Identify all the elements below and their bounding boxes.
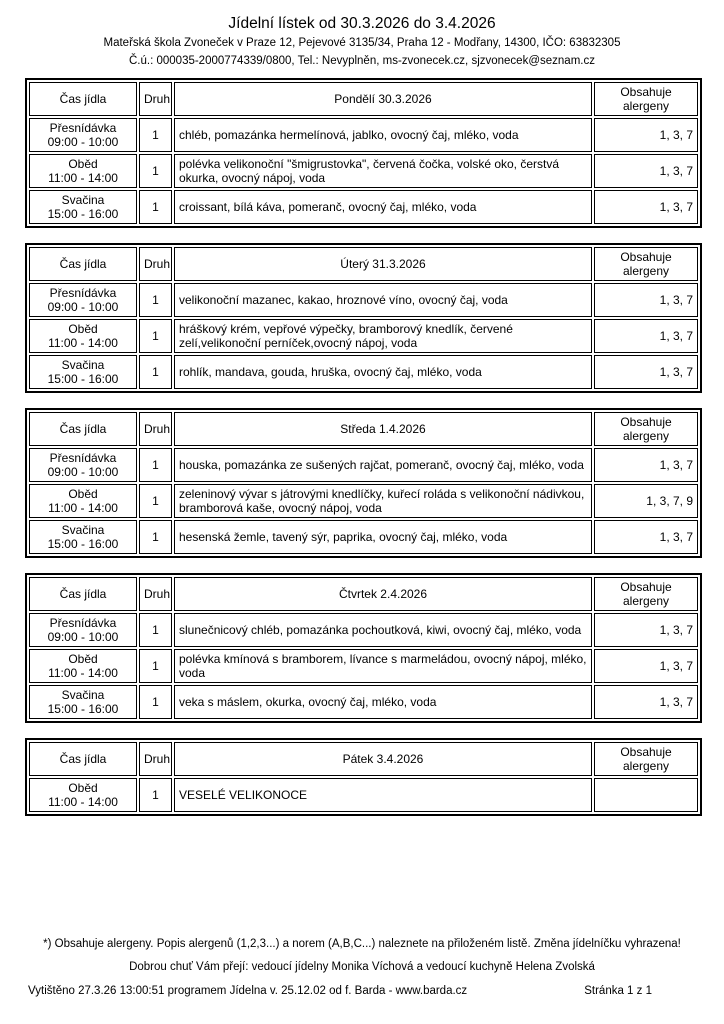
day-table <box>25 243 702 393</box>
meal-row <box>29 484 698 518</box>
meal-menu: rohlík, mandava, gouda, hruška, ovocný čaj, mléko, voda <box>174 355 592 389</box>
meal-name: Přesnídávka <box>49 616 117 630</box>
meal-time: 15:00 - 16:00 <box>47 702 119 716</box>
page-number: Stránka 1 z 1 <box>584 985 652 997</box>
col-header-time: Čas jídla <box>29 412 137 446</box>
meal-time-cell <box>29 283 137 317</box>
meal-type: 1 <box>139 190 172 224</box>
table-header-row <box>29 742 698 776</box>
day-header: Úterý 31.3.2026 <box>174 247 592 281</box>
bon-appetit-note: Dobrou chuť Vám přejí: vedoucí jídelny Monika Víchová a vedoucí kuchyně Helena Zvolská <box>129 961 595 973</box>
meal-allergens: 1, 3, 7 <box>594 520 698 554</box>
meal-time: 11:00 - 14:00 <box>48 501 118 515</box>
meal-allergens <box>594 778 698 812</box>
meal-time: 15:00 - 16:00 <box>47 537 119 551</box>
allergen-note: *) Obsahuje alergeny. Popis alergenů (1,2,3...) a norem (A,B,C...) naleznete na přiloženém listě. Změna jídelníčku vyhrazena! <box>43 938 681 950</box>
meal-row <box>29 190 698 224</box>
meal-time: 11:00 - 14:00 <box>48 171 118 185</box>
day-table <box>25 738 702 816</box>
col-header-time: Čas jídla <box>29 82 137 116</box>
day-table <box>25 78 702 228</box>
meal-name: Svačina <box>61 358 105 372</box>
meal-type: 1 <box>139 154 172 188</box>
meal-time: 15:00 - 16:00 <box>47 372 119 386</box>
table-header-row <box>29 82 698 116</box>
meal-time-cell <box>29 448 137 482</box>
meal-name: Oběd <box>68 781 98 795</box>
day-table <box>25 408 702 558</box>
col-header-allergens: Obsahuje alergeny <box>594 577 698 611</box>
col-header-time: Čas jídla <box>29 577 137 611</box>
col-header-type: Druh <box>139 577 172 611</box>
meal-name: Oběd <box>68 157 98 171</box>
meal-type: 1 <box>139 283 172 317</box>
meal-time-cell <box>29 685 137 719</box>
meal-name: Přesnídávka <box>49 121 117 135</box>
meal-menu: slunečnicový chléb, pomazánka pochoutková, kiwi, ovocný čaj, mléko, voda <box>174 613 592 647</box>
col-header-type: Druh <box>139 742 172 776</box>
meal-menu: hráškový krém, vepřové výpečky, bramborový knedlík, červené zelí,velikonoční perníček,ovocný nápoj, voda <box>174 319 592 353</box>
meal-time: 09:00 - 10:00 <box>47 630 119 644</box>
meal-time: 09:00 - 10:00 <box>47 135 119 149</box>
page-title: Jídelní lístek od 30.3.2026 do 3.4.2026 <box>228 15 496 32</box>
meal-allergens: 1, 3, 7 <box>594 283 698 317</box>
meal-type: 1 <box>139 778 172 812</box>
day-table <box>25 573 702 723</box>
meal-row <box>29 118 698 152</box>
meal-menu: hesenská žemle, tavený sýr, paprika, ovocný čaj, mléko, voda <box>174 520 592 554</box>
meal-allergens: 1, 3, 7 <box>594 685 698 719</box>
meal-name: Oběd <box>68 487 98 501</box>
meal-menu: VESELÉ VELIKONOCE <box>174 778 592 812</box>
menu-tables-container <box>25 78 699 816</box>
meal-time: 11:00 - 14:00 <box>48 795 118 809</box>
meal-name: Oběd <box>68 322 98 336</box>
meal-menu: chléb, pomazánka hermelínová, jablko, ovocný čaj, mléko, voda <box>174 118 592 152</box>
col-header-time: Čas jídla <box>29 742 137 776</box>
meal-name: Přesnídávka <box>49 286 117 300</box>
meal-time-cell <box>29 355 137 389</box>
meal-type: 1 <box>139 118 172 152</box>
meal-type: 1 <box>139 613 172 647</box>
table-header-row <box>29 247 698 281</box>
meal-type: 1 <box>139 520 172 554</box>
meal-time: 11:00 - 14:00 <box>48 336 118 350</box>
meal-row <box>29 154 698 188</box>
meal-time-cell <box>29 319 137 353</box>
meal-row <box>29 355 698 389</box>
meal-time: 15:00 - 16:00 <box>47 207 119 221</box>
meal-allergens: 1, 3, 7 <box>594 355 698 389</box>
meal-menu: houska, pomazánka ze sušených rajčat, pomeranč, ovocný čaj, mléko, voda <box>174 448 592 482</box>
document-header <box>0 0 724 70</box>
meal-time-cell <box>29 154 137 188</box>
day-header: Čtvrtek 2.4.2026 <box>174 577 592 611</box>
meal-row <box>29 319 698 353</box>
meal-allergens: 1, 3, 7 <box>594 613 698 647</box>
meal-time: 09:00 - 10:00 <box>47 465 119 479</box>
meal-name: Svačina <box>61 523 105 537</box>
col-header-type: Druh <box>139 82 172 116</box>
document-footer <box>0 936 724 997</box>
meal-menu: croissant, bílá káva, pomeranč, ovocný čaj, mléko, voda <box>174 190 592 224</box>
meal-allergens: 1, 3, 7 <box>594 190 698 224</box>
meal-row <box>29 613 698 647</box>
meal-name: Svačina <box>61 193 105 207</box>
meal-time-cell <box>29 613 137 647</box>
day-header: Středa 1.4.2026 <box>174 412 592 446</box>
meal-type: 1 <box>139 685 172 719</box>
meal-allergens: 1, 3, 7 <box>594 118 698 152</box>
meal-time-cell <box>29 778 137 812</box>
meal-name: Oběd <box>68 652 98 666</box>
meal-name: Svačina <box>61 688 105 702</box>
meal-time-cell <box>29 649 137 683</box>
meal-type: 1 <box>139 319 172 353</box>
col-header-allergens: Obsahuje alergeny <box>594 82 698 116</box>
meal-time-cell <box>29 190 137 224</box>
meal-row <box>29 448 698 482</box>
meal-type: 1 <box>139 355 172 389</box>
print-info: Vytištěno 27.3.26 13:00:51 programem Jídelna v. 25.12.02 od f. Barda - www.barda.cz <box>28 985 468 997</box>
meal-allergens: 1, 3, 7 <box>594 319 698 353</box>
meal-row <box>29 685 698 719</box>
col-header-allergens: Obsahuje alergeny <box>594 742 698 776</box>
school-info: Mateřská škola Zvoneček v Praze 12, Pejevové 3135/34, Praha 12 - Modřany, 14300, IČO: 63832305 <box>103 37 621 49</box>
meal-time: 09:00 - 10:00 <box>47 300 119 314</box>
meal-name: Přesnídávka <box>49 451 117 465</box>
col-header-type: Druh <box>139 247 172 281</box>
meal-menu: veka s máslem, okurka, ovocný čaj, mléko, voda <box>174 685 592 719</box>
meal-time-cell <box>29 484 137 518</box>
meal-type: 1 <box>139 649 172 683</box>
meal-allergens: 1, 3, 7 <box>594 649 698 683</box>
meal-row <box>29 283 698 317</box>
table-header-row <box>29 577 698 611</box>
meal-row <box>29 649 698 683</box>
meal-time-cell <box>29 118 137 152</box>
col-header-allergens: Obsahuje alergeny <box>594 412 698 446</box>
meal-menu: polévka kmínová s bramborem, lívance s marmeládou, ovocný nápoj, mléko, voda <box>174 649 592 683</box>
meal-type: 1 <box>139 448 172 482</box>
meal-menu: polévka velikonoční "šmigrustovka", červená čočka, volské oko, čerstvá okurka, ovocný nápoj, voda <box>174 154 592 188</box>
table-header-row <box>29 412 698 446</box>
day-header: Pondělí 30.3.2026 <box>174 82 592 116</box>
contact-info: Č.ú.: 000035-2000774339/0800, Tel.: Nevyplněn, ms-zvonecek.cz, sjzvonecek@seznam.cz <box>129 55 595 67</box>
col-header-allergens: Obsahuje alergeny <box>594 247 698 281</box>
meal-row <box>29 520 698 554</box>
meal-allergens: 1, 3, 7 <box>594 448 698 482</box>
col-header-type: Druh <box>139 412 172 446</box>
day-header: Pátek 3.4.2026 <box>174 742 592 776</box>
meal-menu: zeleninový vývar s játrovými knedlíčky, kuřecí roláda s velikonoční nádivkou, bramborová kaše, ovocný nápoj, voda <box>174 484 592 518</box>
meal-type: 1 <box>139 484 172 518</box>
meal-row <box>29 778 698 812</box>
col-header-time: Čas jídla <box>29 247 137 281</box>
meal-menu: velikonoční mazanec, kakao, hroznové víno, ovocný čaj, voda <box>174 283 592 317</box>
meal-allergens: 1, 3, 7 <box>594 154 698 188</box>
meal-time: 11:00 - 14:00 <box>48 666 118 680</box>
meal-time-cell <box>29 520 137 554</box>
meal-allergens: 1, 3, 7, 9 <box>594 484 698 518</box>
